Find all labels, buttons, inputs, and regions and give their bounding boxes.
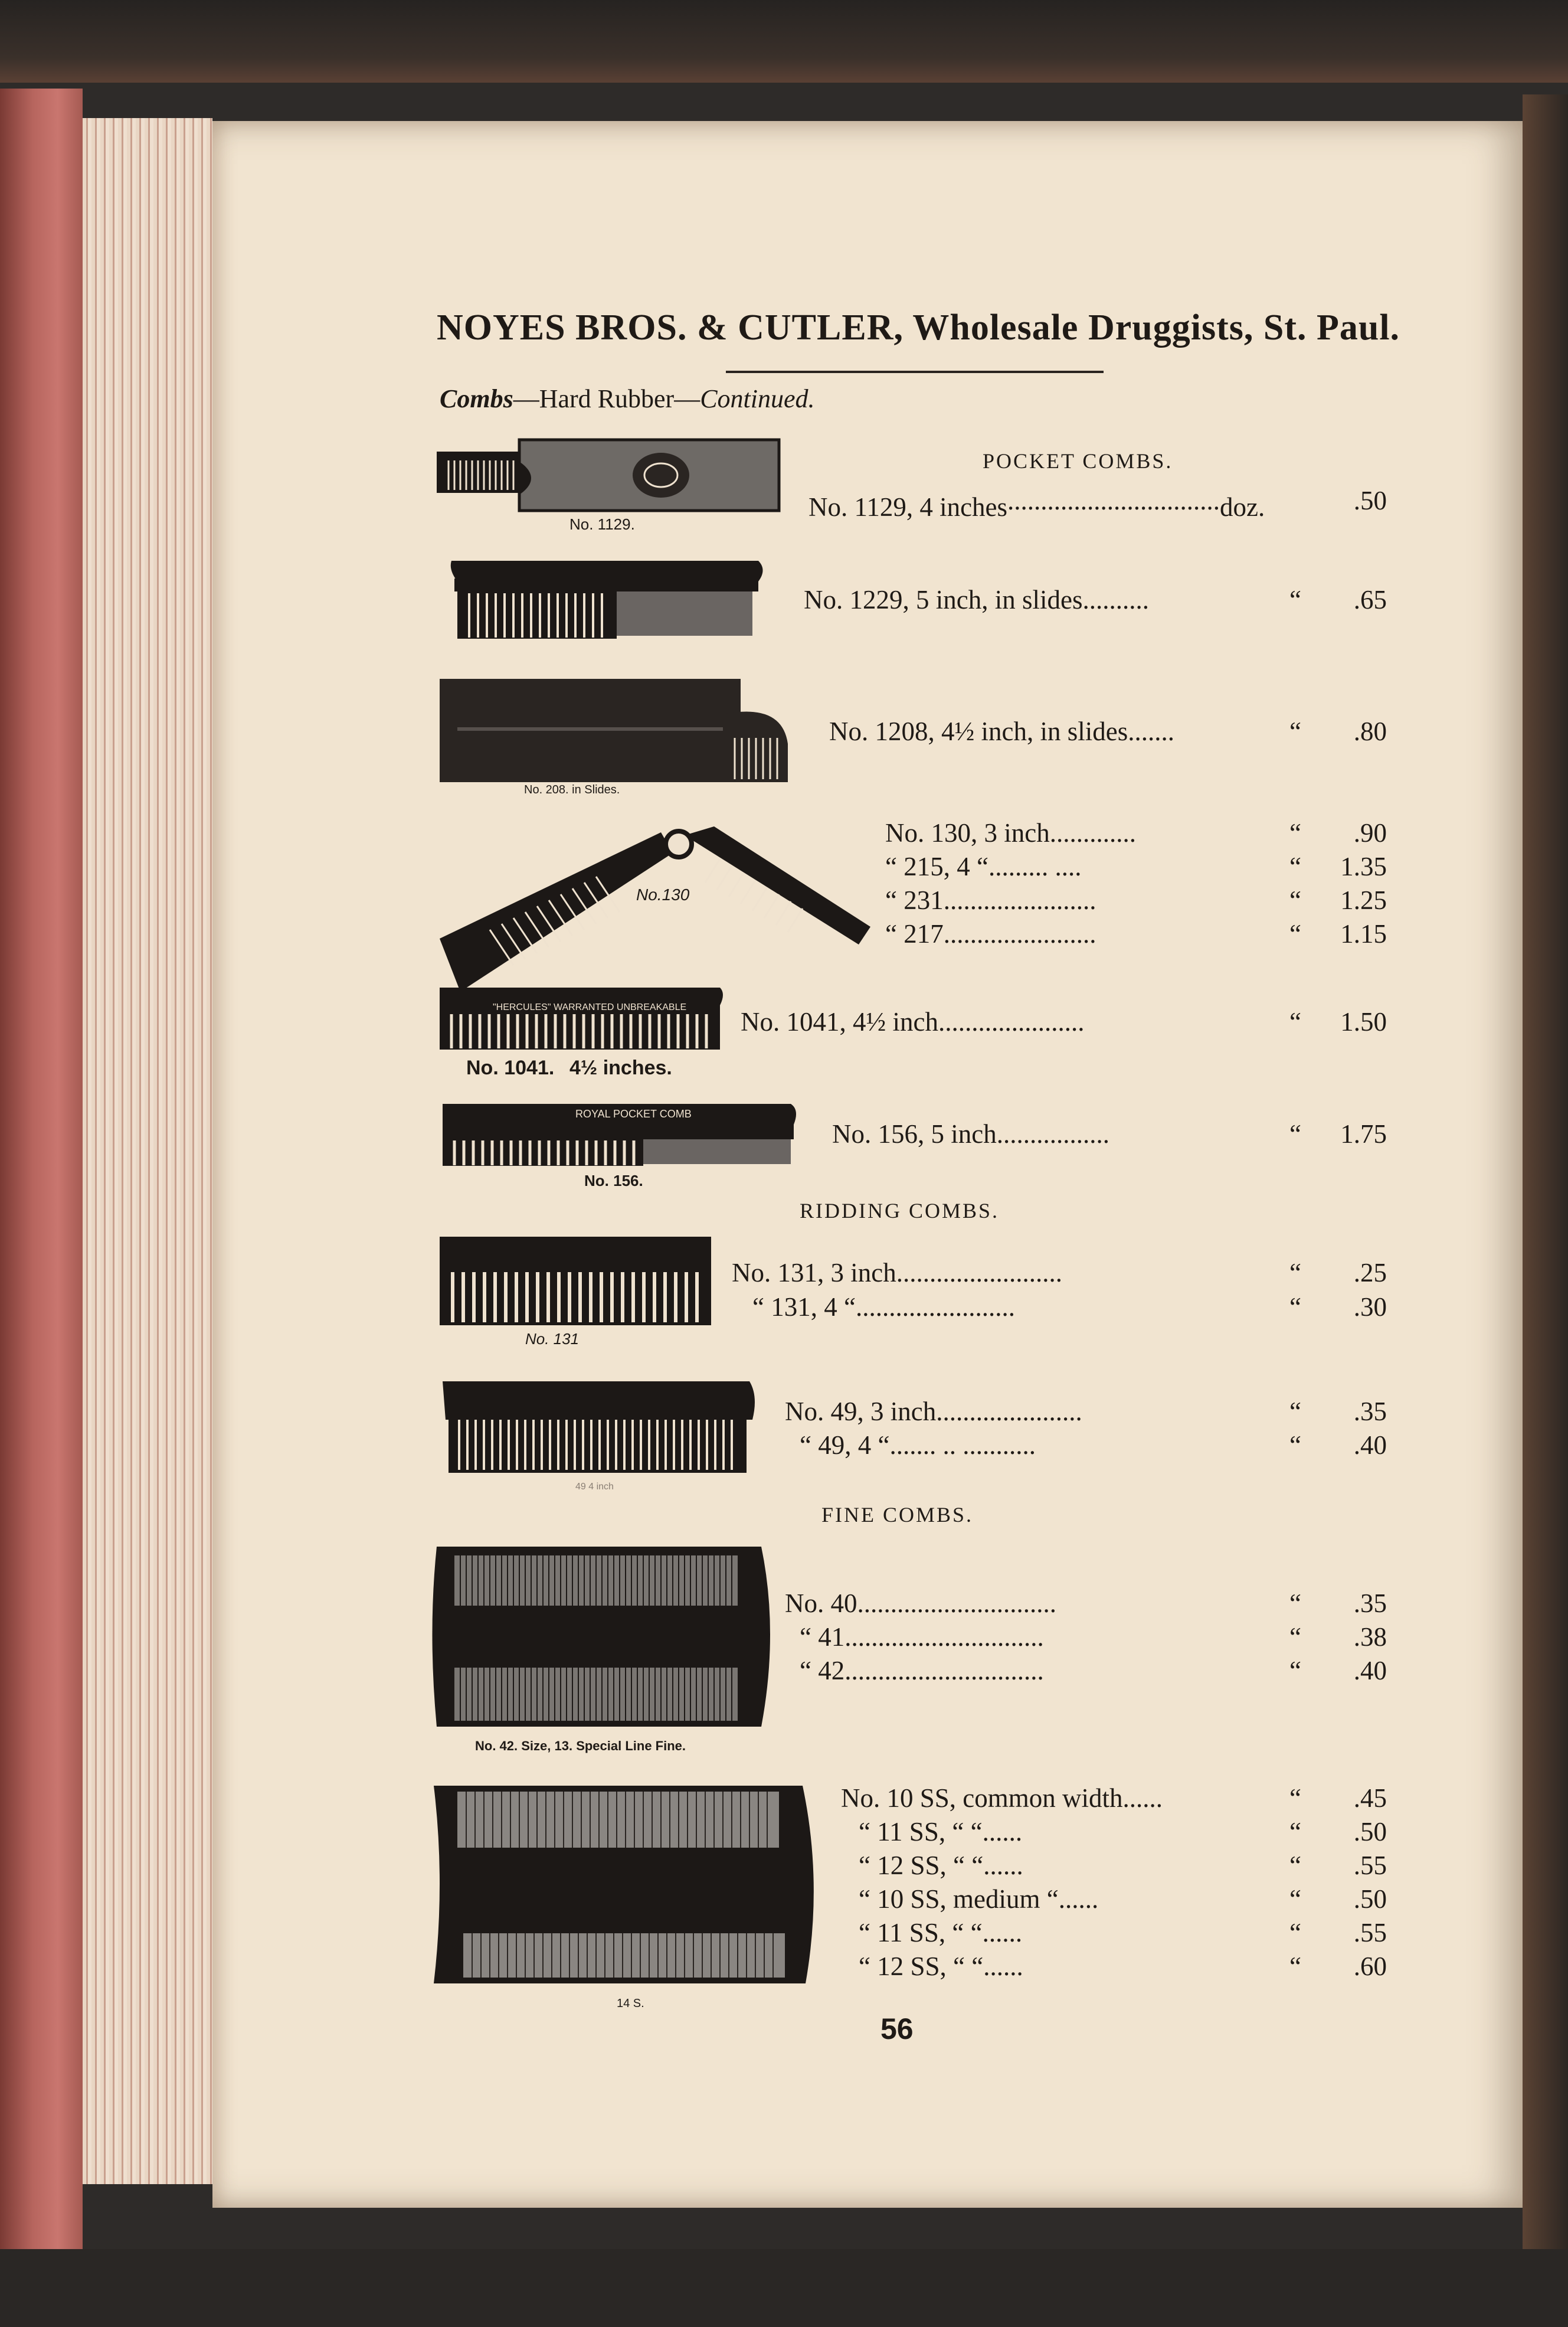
item-label: “ 10 SS, medium “: [859, 1884, 1059, 1914]
book-cover-edge: [0, 89, 83, 2249]
item-price: .40: [1353, 1656, 1387, 1685]
list-item: “ 49, 4 “....... .. ...........: [800, 1430, 1036, 1460]
item-price: .30: [1353, 1292, 1387, 1322]
item-label: No. 131, 3 inch: [732, 1258, 896, 1287]
item-ditto: “: [1289, 1258, 1301, 1287]
item-ditto: “: [1289, 818, 1301, 848]
item-ditto: “: [1289, 1952, 1301, 1981]
item-ditto: “: [1289, 919, 1301, 949]
item-price: .55: [1353, 1851, 1387, 1880]
item-ditto: “: [1289, 885, 1301, 915]
caption-1129: No. 1129.: [569, 515, 635, 533]
item-label: “ 41: [800, 1622, 845, 1652]
comb-14s-illustration: [431, 1783, 820, 1986]
comb-1041-illustration: [434, 985, 729, 1053]
item-label: “ 231: [885, 885, 944, 915]
item-ditto: “: [1289, 1589, 1301, 1618]
caption-208: No. 208. in Slides.: [524, 783, 620, 796]
item-label: “ 49, 4 “: [800, 1430, 890, 1460]
item-label: No. 1129, 4 inches: [808, 492, 1008, 522]
item-ditto: “: [1289, 1884, 1301, 1914]
item-ditto: “: [1289, 1851, 1301, 1880]
list-item: No. 1208, 4½ inch, in slides.......: [829, 717, 1174, 746]
item-ditto: “: [1289, 1656, 1301, 1685]
brand-156: ROYAL POCKET COMB: [575, 1108, 692, 1120]
scan-background-bottom: [0, 2249, 1568, 2327]
item-price: .35: [1353, 1397, 1387, 1426]
item-ditto: “: [1289, 1397, 1301, 1426]
item-label: No. 10 SS, common width: [841, 1783, 1123, 1813]
caption-49: 49 4 inch: [575, 1482, 614, 1492]
page-header: NOYES BROS. & CUTLER, Wholesale Druggists, St. Paul.: [437, 308, 1400, 348]
comb-1129-illustration: [437, 437, 779, 514]
comb-130-illustration: [437, 809, 873, 1004]
list-item: “ 12 SS, “ “......: [859, 1851, 1023, 1880]
list-item: “ 11 SS, “ “......: [859, 1918, 1023, 1947]
item-price: .45: [1353, 1783, 1387, 1813]
scan-background-right: [1523, 94, 1568, 2279]
caption-156: No. 156.: [584, 1172, 643, 1189]
page-stack-edges: [83, 118, 212, 2184]
item-price: .38: [1353, 1622, 1387, 1652]
scan-background-top: [0, 0, 1568, 83]
caption-14s: 14 S.: [617, 1997, 644, 2010]
subheader: [440, 384, 815, 414]
list-item: No. 1229, 5 inch, in slides..........: [804, 585, 1149, 615]
item-label: No. 40: [785, 1589, 857, 1618]
item-price: .25: [1353, 1258, 1387, 1287]
item-label: No. 1208, 4½ inch, in slides: [829, 717, 1128, 746]
item-price: .60: [1353, 1952, 1387, 1981]
comb-1229-illustration: [446, 558, 770, 643]
subheader-material: —Hard Rubber—: [513, 384, 700, 413]
item-price: .35: [1353, 1589, 1387, 1618]
item-price: 1.35: [1340, 852, 1387, 881]
item-label: No. 1229, 5 inch, in slides: [804, 585, 1083, 615]
item-ditto: “: [1289, 852, 1301, 881]
page-number: 56: [880, 2012, 914, 2045]
item-ditto: “: [1289, 1007, 1301, 1037]
item-ditto: “: [1289, 585, 1301, 615]
item-label: “ 11 SS, “ “: [859, 1918, 983, 1947]
item-ditto: “: [1289, 1622, 1301, 1652]
list-item: “ 231.......................: [885, 885, 1096, 915]
section-pocket-combs: POCKET COMBS.: [983, 449, 1173, 473]
item-unit: doz.: [1220, 492, 1265, 522]
item-ditto: “: [1289, 1918, 1301, 1947]
item-price: .40: [1353, 1430, 1387, 1460]
section-fine-combs: FINE COMBS.: [821, 1503, 974, 1527]
item-label: No. 130, 3 inch: [885, 818, 1050, 848]
subheader-category: Combs: [440, 384, 513, 413]
item-price: .90: [1353, 818, 1387, 848]
item-price: .50: [1353, 1817, 1387, 1846]
item-ditto: “: [1289, 1292, 1301, 1322]
item-ditto: “: [1289, 1783, 1301, 1813]
caption-1041: No. 1041.: [466, 1057, 555, 1079]
list-item: “ 11 SS, “ “......: [859, 1817, 1023, 1846]
list-item: “ 131, 4 “........................: [752, 1292, 1015, 1322]
item-ditto: “: [1289, 1119, 1301, 1149]
brand-1041: "HERCULES" WARRANTED UNBREAKABLE: [493, 1002, 687, 1012]
item-price: .50: [1353, 486, 1387, 515]
item-ditto: “: [1289, 717, 1301, 746]
subheader-continued: Continued.: [700, 384, 815, 413]
item-ditto: “: [1289, 1817, 1301, 1846]
list-item: “ 215, 4 “......... ....: [885, 852, 1082, 881]
list-item: “ 12 SS, “ “......: [859, 1952, 1023, 1981]
item-label: No. 1041, 4½ inch: [741, 1007, 938, 1037]
header-rule: [726, 371, 1104, 373]
item-price: 1.75: [1340, 1119, 1387, 1149]
item-label: “ 12 SS, “ “: [859, 1851, 984, 1880]
comb-42-illustration: [431, 1544, 779, 1730]
item-label: “ 42: [800, 1656, 845, 1685]
item-price: .50: [1353, 1884, 1387, 1914]
item-price: 1.25: [1340, 885, 1387, 915]
item-price: .55: [1353, 1918, 1387, 1947]
comb-131-illustration: [440, 1237, 717, 1328]
item-label: “ 12 SS, “ “: [859, 1952, 984, 1981]
list-item: No. 131, 3 inch.........................: [732, 1258, 1062, 1287]
item-ditto: “: [1289, 1430, 1301, 1460]
list-item: No. 1129, 4 inches................................doz.: [808, 486, 1265, 522]
section-ridding-combs: RIDDING COMBS.: [800, 1199, 1000, 1223]
list-item: No. 40..............................: [785, 1589, 1056, 1618]
list-item: No. 49, 3 inch......................: [785, 1397, 1082, 1426]
list-item: “ 10 SS, medium “......: [859, 1884, 1099, 1914]
list-item: No. 1041, 4½ inch......................: [741, 1007, 1085, 1037]
list-item: No. 130, 3 inch.............: [885, 818, 1136, 848]
item-price: .80: [1353, 717, 1387, 746]
list-item: “ 217.......................: [885, 919, 1096, 949]
item-label: No. 156, 5 inch: [832, 1119, 997, 1149]
comb-49-illustration: [443, 1378, 758, 1479]
item-price: 1.15: [1340, 919, 1387, 949]
caption-1041-size: 4½ inches.: [569, 1057, 672, 1079]
caption-130: No.130: [636, 885, 690, 904]
list-item: “ 41..............................: [800, 1622, 1044, 1652]
list-item: No. 156, 5 inch.................: [832, 1119, 1109, 1149]
list-item: No. 10 SS, common width......: [841, 1783, 1163, 1813]
item-label: No. 49, 3 inch: [785, 1397, 937, 1426]
item-price: .65: [1353, 585, 1387, 615]
comb-1208-illustration: [440, 679, 794, 785]
item-label: “ 11 SS, “ “: [859, 1817, 983, 1846]
caption-131: No. 131: [525, 1330, 580, 1348]
item-label: “ 215, 4 “: [885, 852, 988, 881]
item-label: “ 217: [885, 919, 944, 949]
item-label: “ 131, 4 “: [752, 1292, 856, 1322]
item-price: 1.50: [1340, 1007, 1387, 1037]
caption-42: No. 42. Size, 13. Special Line Fine.: [475, 1738, 686, 1753]
list-item: “ 42..............................: [800, 1656, 1044, 1685]
